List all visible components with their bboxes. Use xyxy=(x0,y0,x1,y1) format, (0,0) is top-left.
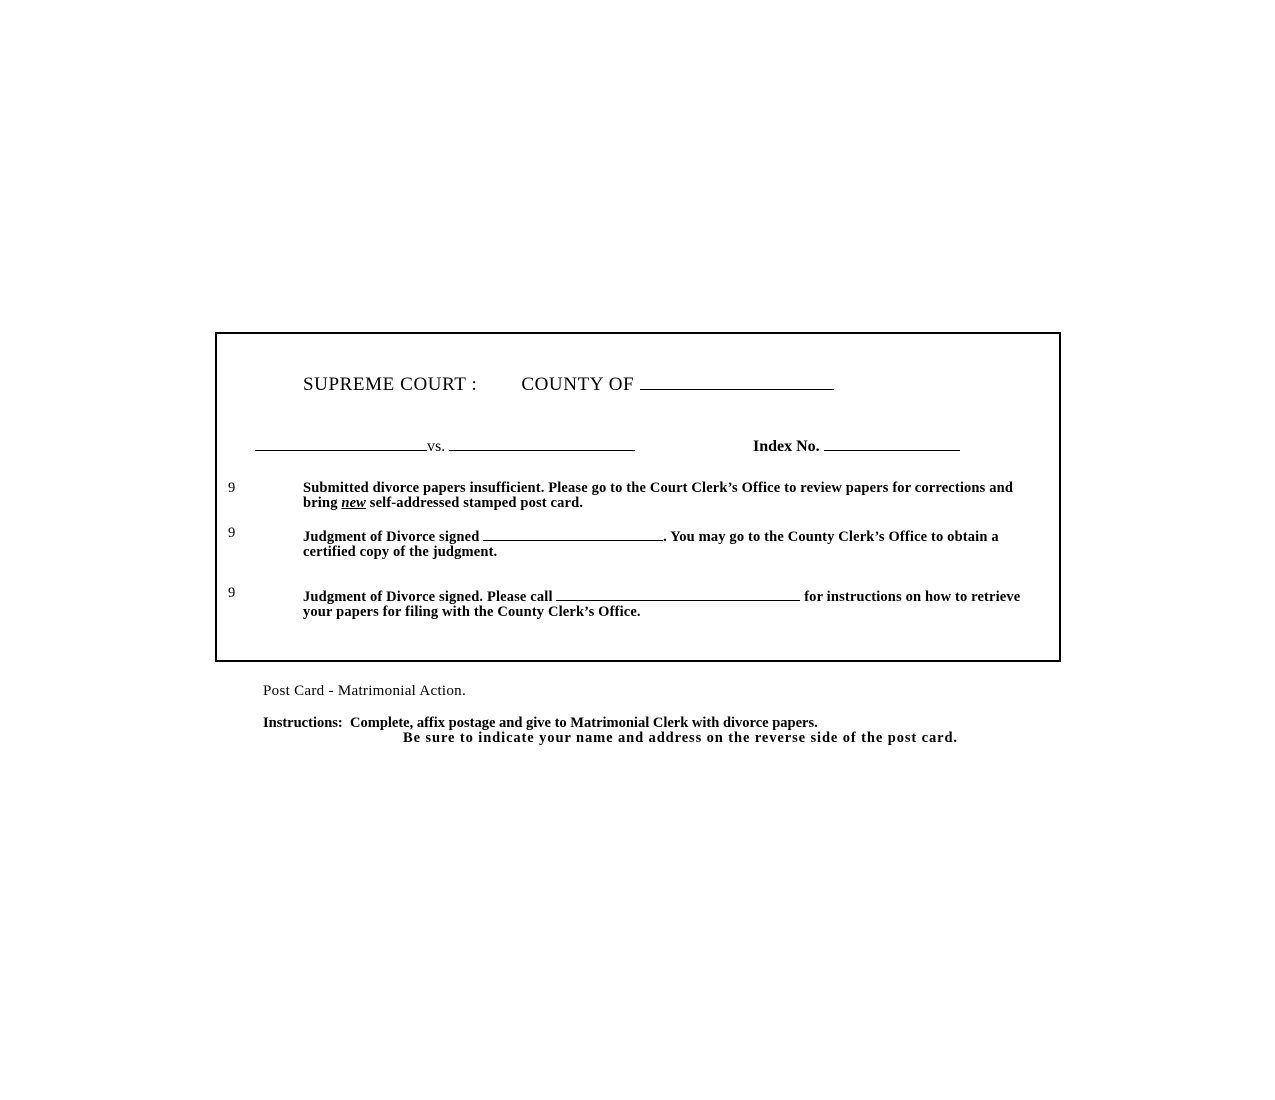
plaintiff-blank xyxy=(255,436,427,451)
index-blank xyxy=(824,436,960,451)
checkbox-glyph: 9 xyxy=(228,585,236,601)
new-emphasis: new xyxy=(341,495,366,511)
instructions-block xyxy=(263,716,958,746)
item-text: Submitted divorce papers insufficient. Please go to the Court Clerk’s Office to review papers for corrections and bring new self-addressed stamped post card. xyxy=(303,480,1014,511)
instructions-label: Instructions: xyxy=(263,715,343,731)
index-number xyxy=(753,436,960,456)
court-heading xyxy=(303,374,834,396)
vs-label: vs. xyxy=(427,438,446,455)
footer-title: Post Card - Matrimonial Action. xyxy=(263,683,467,699)
phone-blank xyxy=(556,586,800,601)
instructions-line-2: Be sure to indicate your name and address on the reverse side of the post card. xyxy=(403,730,958,746)
checkbox-glyph: 9 xyxy=(228,525,236,541)
instructions-line-1: Complete, affix postage and give to Matrimonial Clerk with divorce papers. xyxy=(350,715,818,731)
checkbox-glyph: 9 xyxy=(228,480,236,496)
county-label: COUNTY OF xyxy=(521,374,635,395)
item-text: Judgment of Divorce signed . You may go to the County Clerk’s Office to obtain a certified copy of the judgment. xyxy=(303,526,1023,560)
county-blank xyxy=(640,375,834,390)
index-label: Index No. xyxy=(753,438,820,455)
item-text: Judgment of Divorce signed. Please call for instructions on how to retrieve your papers for filing with the County Clerk’s Office. xyxy=(303,586,1023,620)
case-caption xyxy=(255,436,635,456)
defendant-blank xyxy=(449,436,635,451)
post-card-form xyxy=(215,332,1061,662)
date-blank xyxy=(483,526,663,541)
supreme-court-label: SUPREME COURT : xyxy=(303,374,478,395)
